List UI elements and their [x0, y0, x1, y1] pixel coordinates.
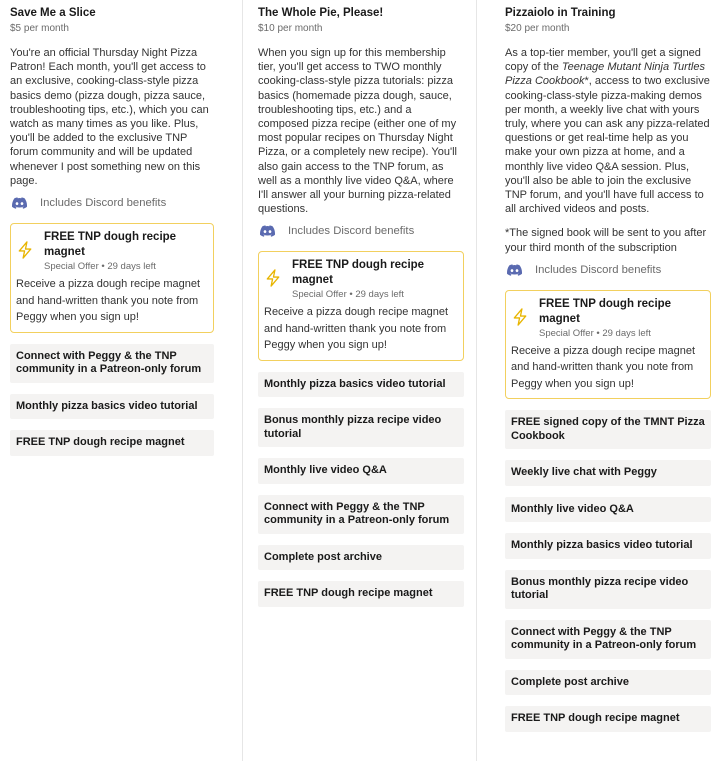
benefit-item: Connect with Peggy & the TNP community in a Patreon-only forum: [505, 620, 711, 659]
offer-meta: Special Offer • 29 days left: [539, 327, 651, 339]
tier-price: $20 per month: [505, 23, 570, 34]
discord-benefits: [258, 224, 464, 238]
discord-label: Includes Discord benefits: [535, 263, 662, 276]
special-offer-card: [10, 223, 214, 333]
discord-icon: [12, 197, 27, 209]
tier-card-pizzaiolo: [490, 0, 720, 761]
tier-description: [505, 46, 711, 216]
lightning-bolt-icon: [16, 240, 35, 260]
offer-meta: Special Offer • 29 days left: [292, 289, 404, 301]
description-part: *, access to two exclusive cooking-class-style pizza-making demos per month, a weekly live chat with yours truly, where you can ask any pizza-related questions or get real-time help as you make your own pizza at home, and a monthly live video Q&A session. Plus, you'll also be able to join the exclusive TNP forum, and you'll have full access to all archived videos and posts.: [505, 75, 710, 216]
lightning-bolt-icon: [264, 268, 283, 288]
benefit-item: Monthly live video Q&A: [258, 458, 464, 484]
discord-benefits: [505, 263, 711, 277]
tier-price: $5 per month: [10, 23, 69, 34]
tier-description: When you sign up for this membership tier, you'll get access to TWO monthly cooking-class-style pizza tutorials: pizza basics (homemade pizza dough, sauce, troubleshooting tips, etc.) and a composed pizza recipe (either one of my most popular recipes on Thursday Night Pizza, or a completely new recipe). You'll also gain access to the TNP forum, as well as a monthly live video Q&A, where I'll answer all your burning pizza-related questions.: [258, 47, 457, 216]
benefit-item: Monthly live video Q&A: [505, 497, 711, 523]
tier-card-save-me-a-slice: [0, 0, 230, 761]
offer-title: FREE TNP dough recipe magnet: [539, 297, 672, 325]
benefit-item: Bonus monthly pizza recipe video tutorial: [505, 570, 711, 609]
special-offer-card: [258, 251, 464, 361]
benefit-item: Monthly pizza basics video tutorial: [10, 394, 214, 420]
benefit-item: Connect with Peggy & the TNP community in a Patreon-only forum: [258, 495, 464, 534]
tier-name: Save Me a Slice: [10, 7, 96, 19]
benefit-item: FREE TNP dough recipe magnet: [258, 581, 464, 607]
benefit-item: Connect with Peggy & the TNP community in a Patreon-only forum: [10, 344, 214, 383]
offer-body: Receive a pizza dough recipe magnet and hand-written thank you note from Peggy when you sign up!: [16, 278, 201, 324]
discord-label: Includes Discord benefits: [40, 197, 167, 210]
benefit-item: Monthly pizza basics video tutorial: [258, 372, 464, 398]
offer-title: FREE TNP dough recipe magnet: [44, 231, 177, 259]
special-offer-card: [505, 290, 711, 400]
tier-name: The Whole Pie, Please!: [258, 7, 384, 19]
offer-body: Receive a pizza dough recipe magnet and hand-written thank you note from Peggy when you sign up!: [511, 344, 696, 390]
offer-body: Receive a pizza dough recipe magnet and hand-written thank you note from Peggy when you sign up!: [264, 306, 449, 352]
offer-title: FREE TNP dough recipe magnet: [292, 259, 425, 287]
benefit-item: FREE TNP dough recipe magnet: [10, 430, 214, 456]
discord-label: Includes Discord benefits: [288, 225, 415, 238]
description-part: As a top-tier member, you'll get a signed copy of the: [505, 47, 701, 74]
book-title: Teenage Mutant Ninja Turtles Pizza Cookbook: [505, 61, 705, 88]
discord-icon: [507, 264, 522, 276]
benefit-item: Weekly live chat with Peggy: [505, 460, 711, 486]
tier-description: You're an official Thursday Night Pizza Patron! Each month, you'll get access to an exclusive, cooking-class-style pizza basics demo (pizza dough, pizza sauce, troubleshooting tips, etc.), which you can watch as many times as you like. Plus, you'll be added to the exclusive TNP forum community and will be updated whenever I post something new on this page.: [10, 47, 209, 187]
benefit-item: FREE signed copy of the TMNT Pizza Cookbook: [505, 410, 711, 449]
tier-card-whole-pie: [242, 0, 477, 761]
offer-meta: Special Offer • 29 days left: [44, 261, 156, 273]
benefit-item: Monthly pizza basics video tutorial: [505, 533, 711, 559]
benefit-item: Bonus monthly pizza recipe video tutorial: [258, 408, 464, 447]
discord-icon: [260, 225, 275, 237]
benefit-item: Complete post archive: [258, 545, 464, 571]
tier-footnote: *The signed book will be sent to you after your third month of the subscription: [505, 227, 707, 254]
discord-benefits: [10, 196, 214, 210]
tier-price: $10 per month: [258, 23, 323, 34]
tier-name: Pizzaiolo in Training: [505, 7, 616, 19]
benefit-item: Complete post archive: [505, 670, 711, 696]
benefit-item: FREE TNP dough recipe magnet: [505, 706, 711, 732]
lightning-bolt-icon: [511, 307, 530, 327]
